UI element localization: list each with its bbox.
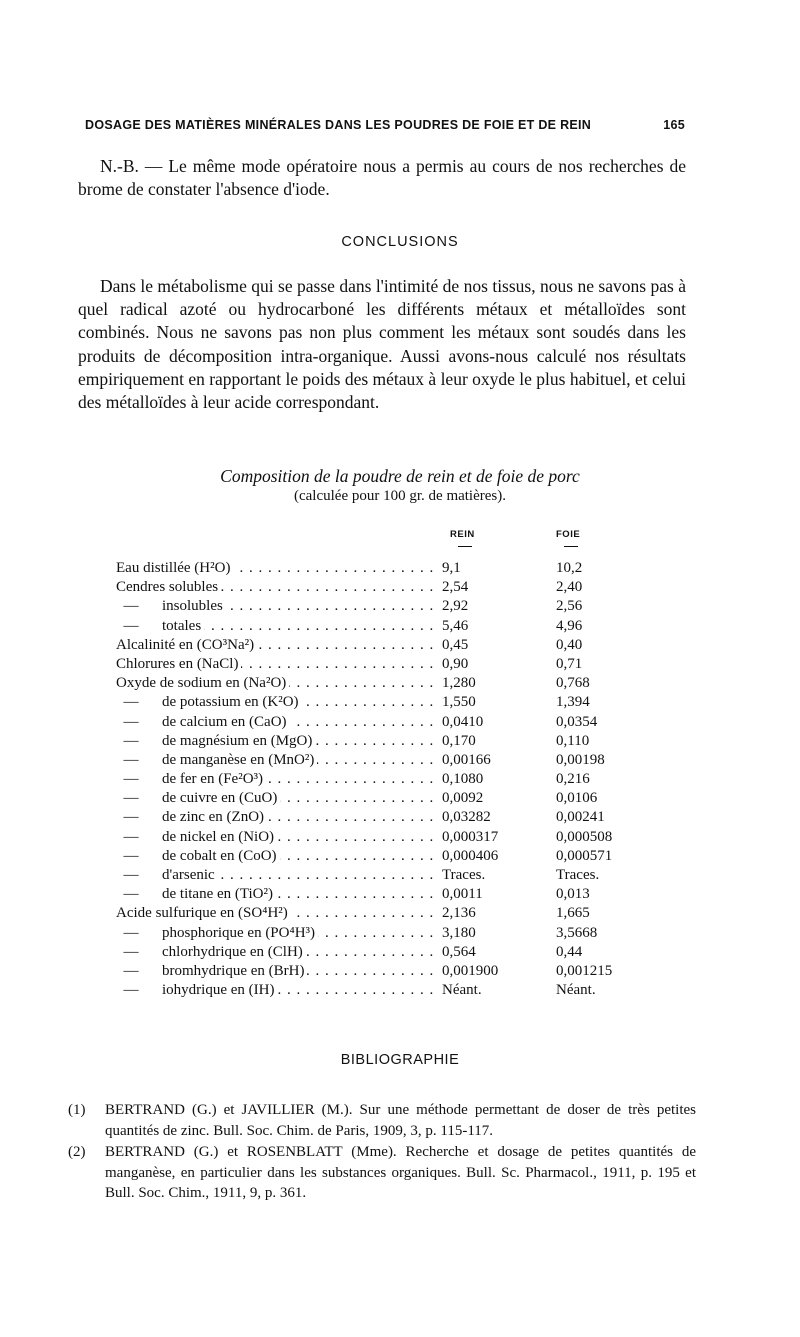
row-label-text: iohydrique en (IH) bbox=[162, 982, 275, 999]
bibliography-list bbox=[68, 1100, 696, 1205]
column-header-foie: FOIE bbox=[556, 529, 581, 540]
row-label bbox=[116, 770, 438, 789]
row-label-text: de cuivre en (CuO) bbox=[162, 790, 278, 807]
row-sub-dash: — bbox=[116, 982, 139, 999]
row-label bbox=[116, 943, 438, 962]
rein-value: Traces. bbox=[442, 867, 486, 883]
table-row bbox=[116, 578, 636, 597]
row-label bbox=[116, 713, 438, 732]
row-label-text: phosphorique en (PO⁴H³) bbox=[162, 924, 316, 941]
table-row bbox=[116, 962, 636, 981]
row-label bbox=[116, 751, 438, 770]
row-sub-dash: — bbox=[116, 598, 139, 615]
rein-value: 0,00166 bbox=[442, 751, 491, 768]
row-sub-dash: — bbox=[116, 751, 139, 768]
row-sub-dash: — bbox=[116, 617, 139, 634]
foie-value: 4,96 bbox=[556, 617, 583, 634]
table-row bbox=[116, 828, 636, 847]
row-sub-dash: — bbox=[116, 867, 139, 883]
foie-value: 0,71 bbox=[556, 655, 583, 672]
rein-value: 3,180 bbox=[442, 924, 476, 941]
rein-value: 0,001900 bbox=[442, 962, 499, 979]
table-row bbox=[116, 617, 636, 636]
row-label bbox=[116, 924, 438, 943]
foie-value: 0,0354 bbox=[556, 713, 598, 730]
row-label-text: totales bbox=[162, 617, 202, 634]
row-label bbox=[116, 847, 438, 866]
row-sub-dash: — bbox=[116, 962, 139, 979]
foie-value: 0,110 bbox=[556, 732, 590, 749]
foie-value: 0,013 bbox=[556, 886, 590, 903]
row-sub-dash: — bbox=[116, 828, 139, 845]
row-label bbox=[116, 808, 438, 827]
rein-value: 9,1 bbox=[442, 560, 461, 576]
row-label bbox=[116, 597, 438, 616]
foie-value: Néant. bbox=[556, 982, 596, 999]
row-label-text: de magnésium en (MgO) bbox=[162, 732, 313, 749]
row-sub-dash: — bbox=[116, 732, 139, 749]
foie-value: 0,00241 bbox=[556, 809, 605, 826]
row-label-text: Eau distillée (H²O) bbox=[116, 560, 231, 576]
row-sub-dash: — bbox=[116, 771, 139, 788]
rein-value: 1,550 bbox=[442, 694, 476, 711]
column-rule-foie bbox=[564, 546, 578, 547]
foie-value: 3,5668 bbox=[556, 924, 598, 941]
row-label-text: Acide sulfurique en (SO⁴H²) bbox=[116, 905, 288, 922]
row-sub-dash: — bbox=[116, 790, 139, 807]
rein-value: 2,92 bbox=[442, 598, 469, 615]
row-label-text: chlorhydrique en (ClH) bbox=[162, 943, 303, 960]
rein-value: 0,0011 bbox=[442, 886, 483, 903]
foie-value: 0,44 bbox=[556, 943, 583, 960]
row-label bbox=[116, 789, 438, 808]
row-label-text: de fer en (Fe²O³) bbox=[162, 771, 264, 788]
row-label-text: de calcium en (CaO) bbox=[162, 713, 287, 730]
table-row bbox=[116, 924, 636, 943]
column-header-rein: REIN bbox=[450, 529, 475, 540]
bibliography-number: (2) bbox=[68, 1144, 86, 1160]
row-sub-dash: — bbox=[116, 694, 139, 711]
table-row bbox=[116, 885, 636, 904]
row-label bbox=[116, 674, 438, 693]
foie-value: 0,000508 bbox=[556, 828, 613, 845]
composition-table bbox=[116, 559, 636, 1000]
row-sub-dash: — bbox=[116, 924, 139, 941]
row-label-text: Alcalinité en (CO³Na²) bbox=[116, 636, 255, 653]
row-label-text: Oxyde de sodium en (Na²O) bbox=[116, 675, 287, 692]
table-caption: Composition de la poudre de rein et de foie de porc bbox=[220, 466, 580, 486]
conclusions-paragraph: Dans le métabolisme qui se passe dans l'intimité de nos tissus, nous ne savons pas à quel radical azoté ou hydrocarboné les différents métaux et métalloïdes sont combinés. Nous ne savons pas non plus comment les métaux sont soudés dans les produits de décomposition intra-organique. Aussi avons-nous calculé nos résultats empiriquement en rapportant le poids des métaux à leur oxyde le plus habituel, et celui des métalloïdes à leur acide correspondant. bbox=[78, 276, 686, 413]
table-row bbox=[116, 770, 636, 789]
rein-value: 0,1080 bbox=[442, 771, 484, 788]
row-sub-dash: — bbox=[116, 713, 139, 730]
row-label-text: de potassium en (K²O) bbox=[162, 694, 299, 711]
foie-value: 2,40 bbox=[556, 579, 583, 596]
table-row bbox=[116, 597, 636, 616]
running-head-title: DOSAGE DES MATIÈRES MINÉRALES DANS LES POUDRES DE FOIE ET DE REIN bbox=[85, 118, 592, 132]
table-subcaption: (calculée pour 100 gr. de matières). bbox=[294, 488, 506, 504]
row-label bbox=[116, 962, 438, 981]
conclusions-heading: CONCLUSIONS bbox=[341, 234, 459, 250]
table-row bbox=[116, 808, 636, 827]
row-label bbox=[116, 904, 438, 923]
foie-value: 0,0106 bbox=[556, 790, 598, 807]
foie-value: 0,40 bbox=[556, 636, 583, 653]
row-label-text: de cobalt en (CoO) bbox=[162, 847, 277, 864]
rein-value: 0,0410 bbox=[442, 713, 484, 730]
foie-value: 1,665 bbox=[556, 905, 590, 922]
page-number: 165 bbox=[663, 118, 685, 132]
row-label bbox=[116, 617, 438, 636]
table-row bbox=[116, 943, 636, 962]
row-label bbox=[116, 981, 438, 1000]
row-label bbox=[116, 559, 438, 578]
table-row bbox=[116, 559, 636, 578]
row-label-text: d'arsenic bbox=[162, 867, 215, 883]
row-label-text: Chlorures en (NaCl) bbox=[116, 655, 239, 672]
rein-value: 0,0092 bbox=[442, 790, 484, 807]
running-head bbox=[85, 118, 685, 132]
row-label-text: de nickel en (NiO) bbox=[162, 828, 275, 845]
rein-value: 0,000317 bbox=[442, 828, 499, 845]
row-label bbox=[116, 578, 438, 597]
rein-value: 0,564 bbox=[442, 943, 476, 960]
rein-value: 5,46 bbox=[442, 617, 469, 634]
row-label bbox=[116, 885, 438, 904]
row-sub-dash: — bbox=[116, 847, 139, 864]
bibliography-number: (1) bbox=[68, 1102, 86, 1118]
foie-value: 0,000571 bbox=[556, 847, 613, 864]
foie-value: 0,216 bbox=[556, 771, 590, 788]
row-label-text: de zinc en (ZnO) bbox=[162, 809, 265, 826]
rein-value: 0,03282 bbox=[442, 809, 491, 826]
row-label bbox=[116, 636, 438, 655]
table-row bbox=[116, 847, 636, 866]
rein-value: 0,000406 bbox=[442, 847, 499, 864]
row-label-text: de titane en (TiO²) bbox=[162, 886, 274, 903]
row-sub-dash: — bbox=[116, 943, 139, 960]
row-label bbox=[116, 866, 438, 885]
foie-value: 0,00198 bbox=[556, 751, 605, 768]
row-label-text: Cendres solubles bbox=[116, 579, 219, 596]
table-row bbox=[116, 636, 636, 655]
column-rule-rein bbox=[458, 546, 472, 547]
table-row bbox=[116, 693, 636, 712]
table-row bbox=[116, 732, 636, 751]
row-label-text: de manganèse en (MnO²) bbox=[162, 751, 315, 768]
nb-paragraph: N.-B. — Le même mode opératoire nous a permis au cours de nos recherches de brome de constater l'absence d'iode. bbox=[78, 156, 686, 200]
row-label-text: bromhydrique en (BrH) bbox=[162, 962, 305, 979]
bibliography-text: BERTRAND (G.) et JAVILLIER (M.). Sur une méthode permettant de doser de très petites quantités de zinc. Bull. Soc. Chim. de Paris, 1909, 3, p. 115-117. bbox=[105, 1102, 696, 1139]
bibliography-item bbox=[68, 1142, 696, 1204]
bibliography-text: BERTRAND (G.) et ROSENBLATT (Mme). Recherche et dosage de petites quantités de manganèse, en particulier dans les substances organiques. Bull. Sc. Pharmacol., 1911, p. 195 et Bull. Soc. Chim., 1911, 9, p. 361. bbox=[105, 1144, 696, 1201]
rein-value: 2,136 bbox=[442, 905, 476, 922]
rein-value: 0,170 bbox=[442, 732, 476, 749]
foie-value: 10,2 bbox=[556, 560, 583, 576]
table-row bbox=[116, 789, 636, 808]
foie-value: 1,394 bbox=[556, 694, 590, 711]
bibliography-heading: BIBLIOGRAPHIE bbox=[340, 1052, 460, 1068]
rein-value: Néant. bbox=[442, 982, 482, 999]
row-label bbox=[116, 655, 438, 674]
table-row bbox=[116, 655, 636, 674]
table-row bbox=[116, 674, 636, 693]
foie-value: 0,001215 bbox=[556, 962, 613, 979]
table-row bbox=[116, 866, 636, 885]
row-label bbox=[116, 732, 438, 751]
row-sub-dash: — bbox=[116, 809, 139, 826]
table-row bbox=[116, 981, 636, 1000]
foie-value: 2,56 bbox=[556, 598, 583, 615]
row-label bbox=[116, 693, 438, 712]
rein-value: 0,45 bbox=[442, 636, 469, 653]
table-row bbox=[116, 904, 636, 923]
bibliography-item bbox=[68, 1100, 696, 1141]
row-label-text: insolubles bbox=[162, 598, 223, 615]
foie-value: 0,768 bbox=[556, 675, 590, 692]
rein-value: 0,90 bbox=[442, 655, 469, 672]
table-row bbox=[116, 713, 636, 732]
table-row bbox=[116, 751, 636, 770]
row-sub-dash: — bbox=[116, 886, 139, 903]
rein-value: 1,280 bbox=[442, 675, 476, 692]
rein-value: 2,54 bbox=[442, 579, 469, 596]
row-label bbox=[116, 828, 438, 847]
foie-value: Traces. bbox=[556, 867, 600, 883]
